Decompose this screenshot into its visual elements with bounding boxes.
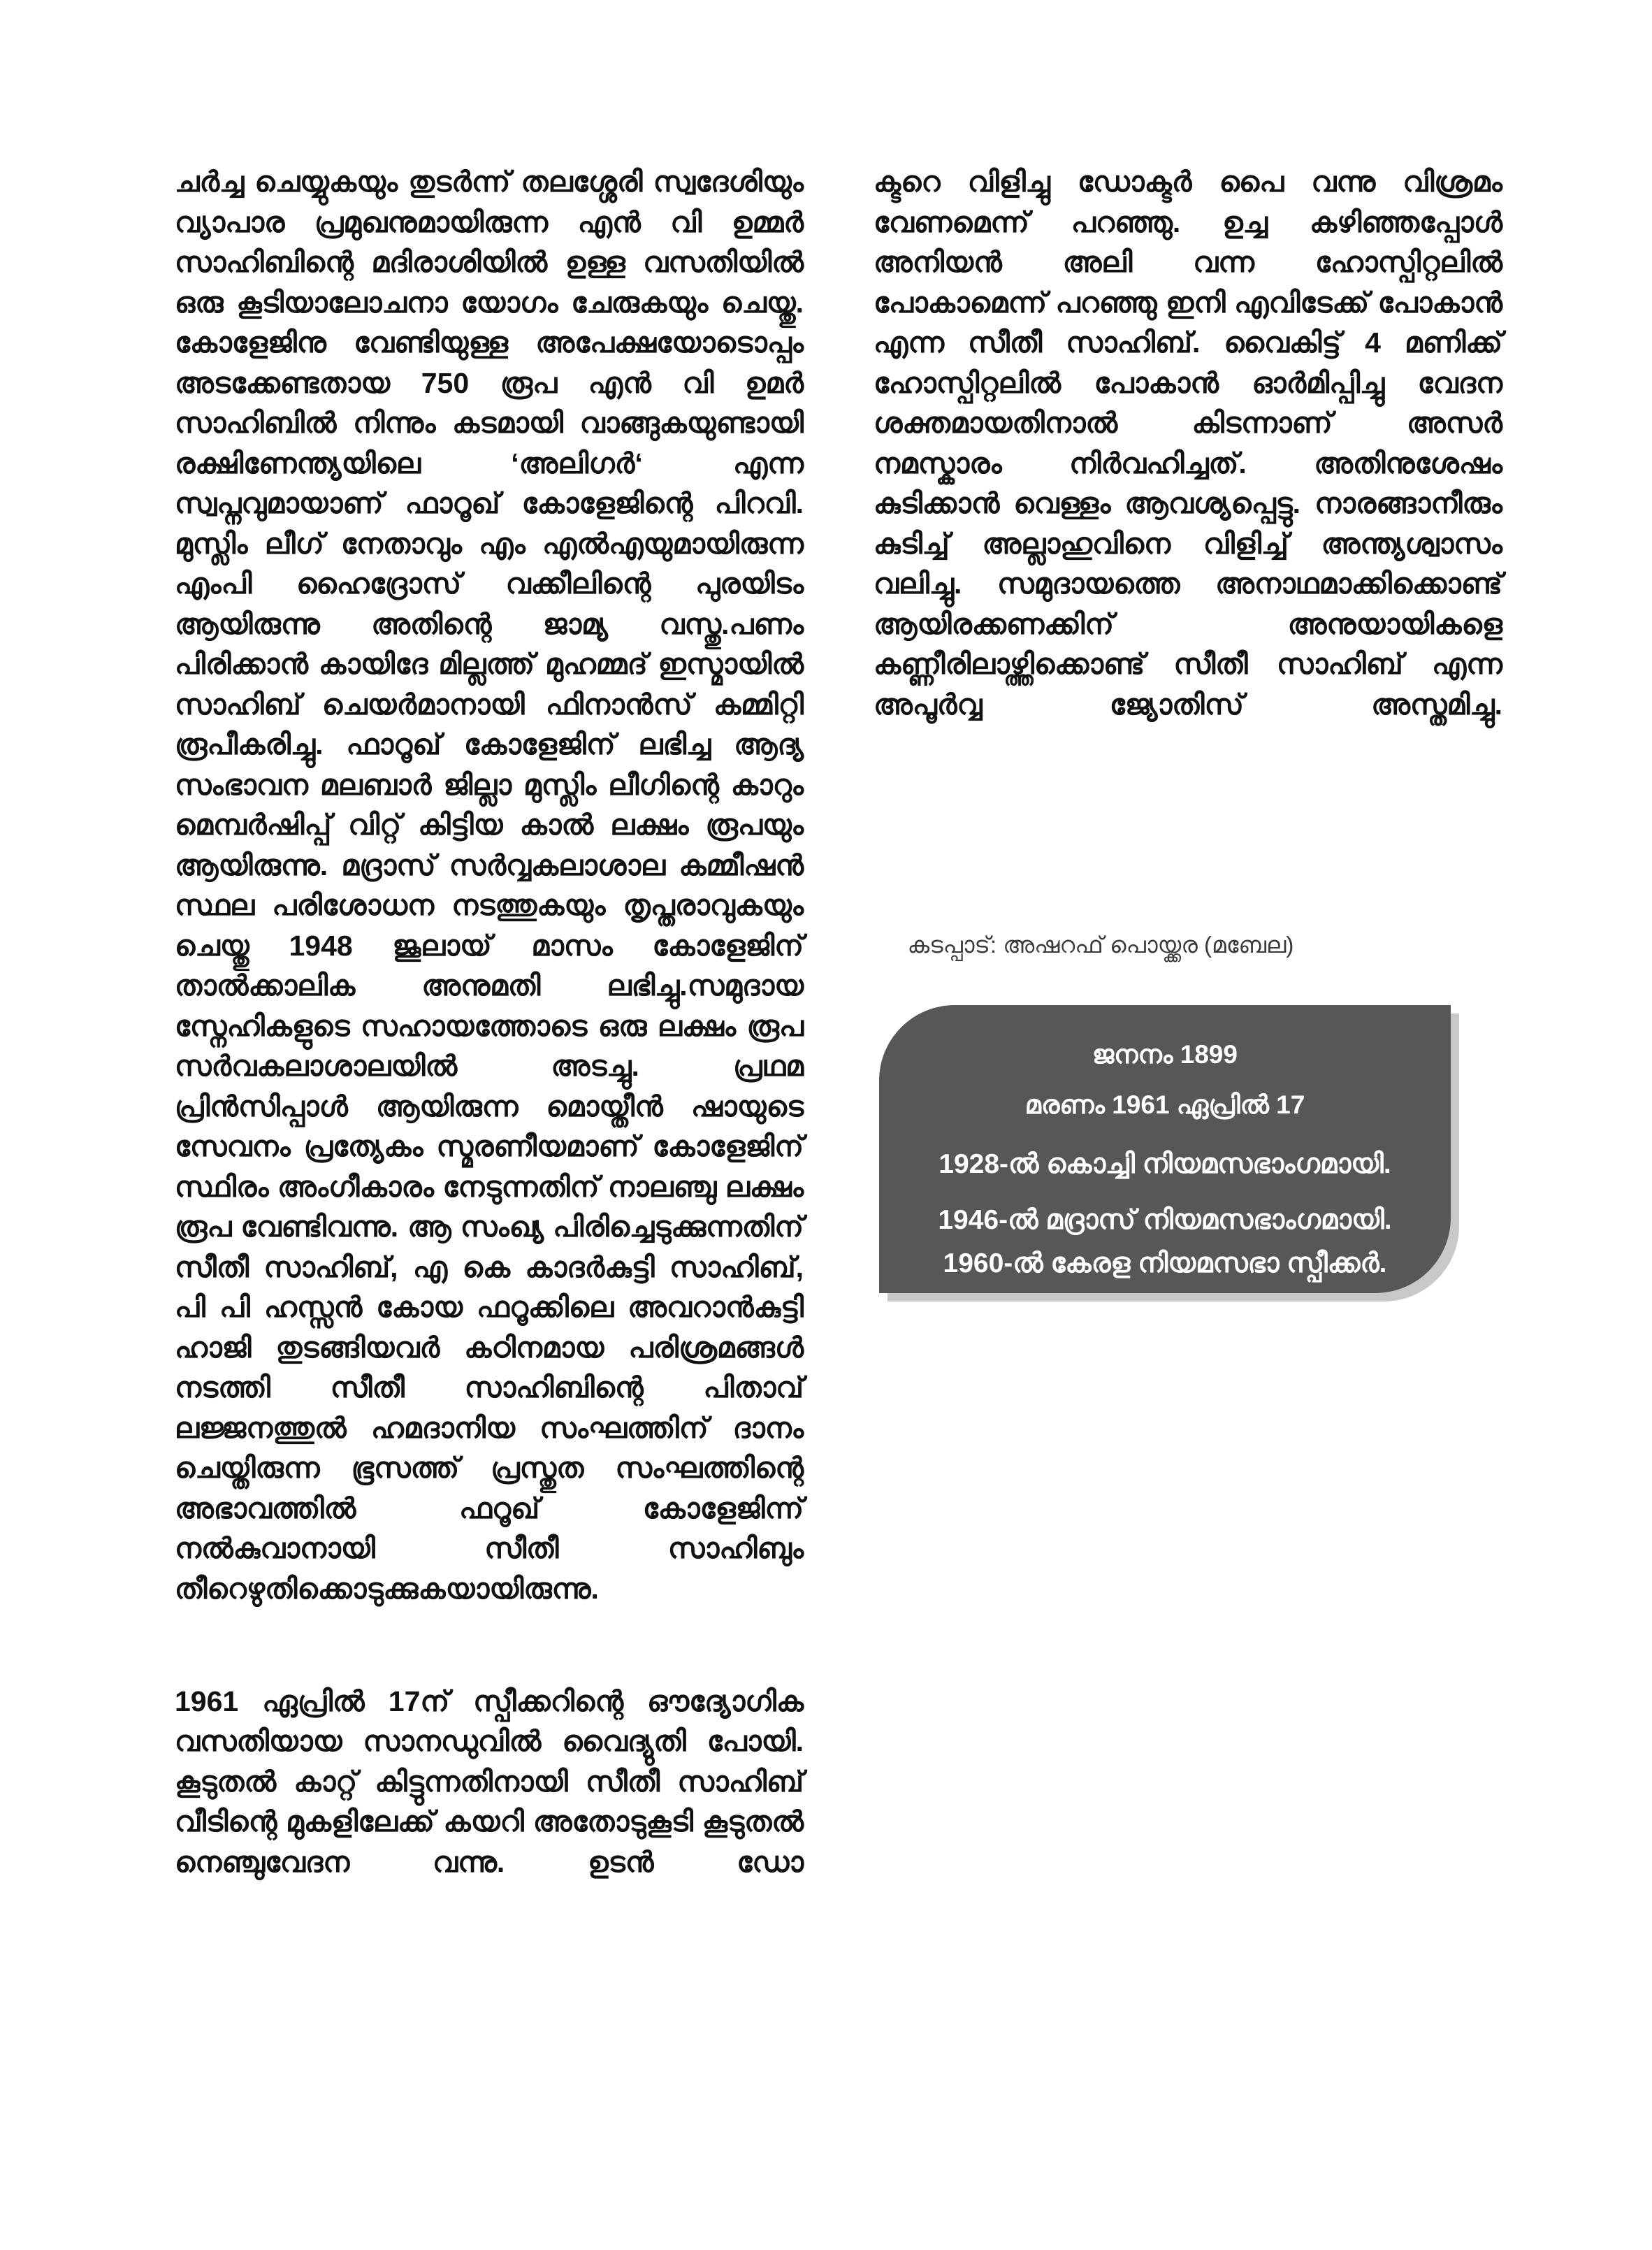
infobox-term-1960: 1960-ൽ കേരള നിയമസഭാ സ്പീക്കർ. [943,1248,1387,1278]
paragraph: ചർച്ച ചെയ്യുകയും തുടർന്ന് തലശ്ശേരി സ്വദേശിയും വ്യാപാര പ്രമുഖനുമായിരുന്ന എൻ വി ഉമ്മർ സാഹിബിന്റെ മദിരാശിയിൽ ഉള്ള വസതിയിൽ ഒരു കൂടിയാലോചനാ യോഗം ചേരുകയും ചെയ്തു. കോളേജിനു വേണ്ടിയുള്ള അപേക്ഷയോടൊപ്പം അടക്കേണ്ടതായ 750 രൂപ എൻ വി ഉമർ സാഹിബിൽ നിന്നും കടമായി വാങ്ങുകയുണ്ടായി രക്ഷിണേന്ത്യയിലെ ‘അലിഗർ‘ എന്ന സ്വപ്നവുമായാണ് ഫാറൂഖ് കോളേജിന്റെ പിറവി. മുസ്ലിം ലീഗ് നേതാവും എം എൽഎയുമായിരുന്ന എംപി ഹൈദ്രോസ് വക്കീലിന്റെ പുരയിടം ആയിരുന്നു അതിന്റെ ജാമ്യ വസ്തു.പണം പിരിക്കാൻ കായിദേ മില്ലത്ത് മുഹമ്മദ് ഇസ്മായിൽ സാഹിബ് ചെയർമാനായി ഫിനാൻസ് കമ്മിറ്റി രൂപീകരിച്ചു. ഫാറൂഖ് കോളേജിന് ലഭിച്ച ആദ്യ സംഭാവന മലബാർ ജില്ലാ മുസ്ലിം ലീഗിന്റെ കാറും മെമ്പർഷിപ്പ് വിറ്റ് കിട്ടിയ കാൽ ലക്ഷം രൂപയും ആയിരുന്നു. മദ്രാസ് സർവ്വകലാശാല കമ്മീഷൻ സ്ഥല പരിശോധന നടത്തുകയും തൃപ്തരാവുകയും ചെയ്തു 1948 ജൂലായ് മാസം കോളേജിന് താൽക്കാലിക അനുമതി ലഭിച്ചു.സമുദായ സ്നേഹികളുടെ സഹായത്തോടെ ഒരു ലക്ഷം രൂപ സർവകലാശാലയിൽ അടച്ചു. പ്രഥമ പ്രിൻസിപ്പാൾ ആയിരുന്ന മൊയ്തീൻ ഷായുടെ സേവനം പ്രത്യേകം സ്മരണീയമാണ് കോളേജിന് സ്ഥിരം അംഗീകാരം നേടുന്നതിന് നാലഞ്ചു ലക്ഷം രൂപ വേണ്ടിവന്നു. ആ സംഖ്യ പിരിച്ചെടുക്കുന്നതിന് സീതീ സാഹിബ്, എ കെ കാദർകുട്ടി സാഹിബ്, പി പി ഹസ്സൻ കോയ ഫറൂക്കിലെ അവറാൻകുട്ടി ഹാജി തുടങ്ങിയവർ കഠിനമായ പരിശ്രമങ്ങൾ നടത്തി സീതീ സാഹിബിന്റെ പിതാവ് ലജ്ജനത്തുൽ ഹമദാനിയ സംഘത്തിന് ദാനം ചെയ്തിരുന്ന ഭൂസത്ത് പ്രസ്തുത സംഘത്തിന്റെ അഭാവത്തിൽ ഫറൂഖ് കോളേജിന്ന് നൽകുവാനായി സീതീ സാഹിബും തീറെഴുതിക്കൊടുക്കുകയായിരുന്നു. [175,166,804,1605]
infobox-term-1946: 1946-ൽ മദ്രാസ് നിയമസഭാംഗമായി. [938,1205,1392,1235]
infobox-panel [879,1005,1451,1293]
right-text-column [874,162,1502,765]
infobox-death-line: മരണം 1961 ഏപ്രിൽ 17 [1024,1090,1305,1119]
biography-infobox [879,1005,1451,1293]
infobox-birth-line: ജനനം 1899 [1092,1040,1238,1069]
left-text-column [175,162,804,1923]
infobox-term-1928: 1928-ൽ കൊച്ചി നിയമസഭാംഗമായി. [939,1149,1391,1179]
paragraph: ക്ടറെ വിളിച്ചു ഡോക്ടർ പൈ വന്നു വിശ്രമം വേണമെന്ന് പറഞ്ഞു. ഉച്ച കഴിഞ്ഞപ്പോൾ അനിയൻ അലി വന്ന ഹോസ്പിറ്റലിൽ പോകാമെന്ന് പറഞ്ഞു ഇനി എവിടേക്ക് പോകാൻ എന്ന സീതീ സാഹിബ്. വൈകിട്ട് 4 മണിക്ക് ഹോസ്പിറ്റലിൽ പോകാൻ ഓർമിപ്പിച്ചു വേദന ശക്തമായതിനാൽ കിടന്നാണ് അസർ നമസ്കാരം നിർവഹിച്ചത്. അതിനുശേഷം കുടിക്കാൻ വെള്ളം ആവശ്യപ്പെട്ടു. നാരങ്ങാനീരും കുടിച്ച് അല്ലാഹുവിനെ വിളിച്ച് അന്ത്യശ്വാസം വലിച്ചു. സമുദായത്തെ അനാഥമാക്കിക്കൊണ്ട് ആയിരക്കണക്കിന് അനുയായികളെ കണ്ണീരിലാഴ്ത്തിക്കൊണ്ട് സീതീ സാഹിബ് എന്ന അപൂർവ്വ ജ്യോതിസ് അസ്തമിച്ചു. [874,166,1502,721]
credit-line: കടപ്പാട്: അഷറഫ് പൊയ്ക്കര (മബേല) [907,932,1294,958]
paragraph: 1961 ഏപ്രിൽ 17ന് സ്പീക്കറിന്റെ ഔദ്യോഗിക വസതിയായ സാനഡുവിൽ വൈദ്യുതി പോയി. കൂടുതൽ കാറ്റ് കിട്ടുന്നതിനായി സീതീ സാഹിബ് വീടിന്റെ മുകളിലേക്ക് കയറി അതോടുകൂടി കൂടുതൽ നെഞ്ചുവേദന വന്നു. ഉടൻ ഡോ [175,1685,804,1878]
